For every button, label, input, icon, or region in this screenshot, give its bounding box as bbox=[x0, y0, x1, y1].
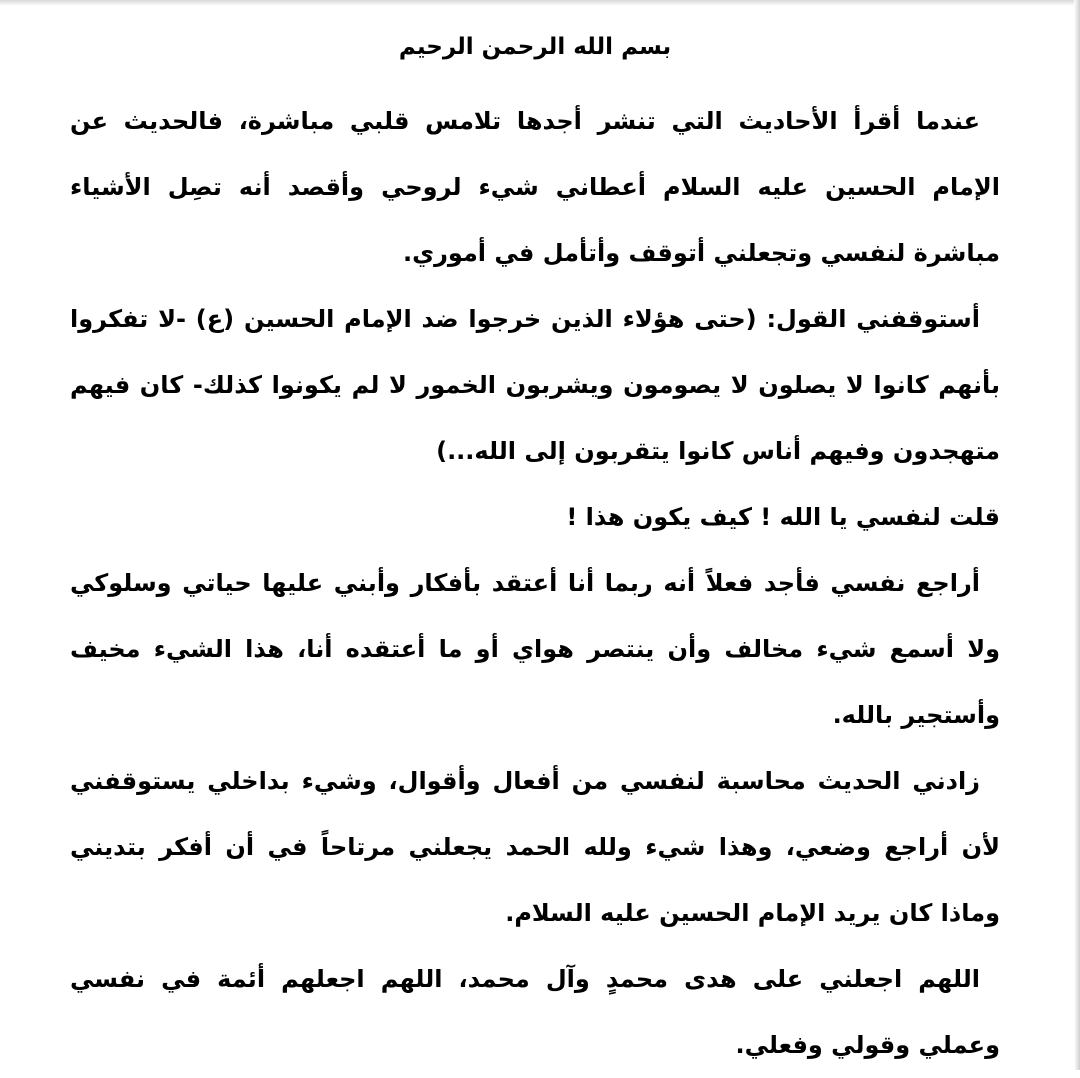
paragraph-6: اللهم اجعلني على هدى محمدٍ وآل محمد، اللهم اجعلهم أئمة في نفسي وعملي وقولي وفعلي. bbox=[70, 965, 1000, 1059]
document-body bbox=[70, 24, 1000, 1078]
document-heading: بسم الله الرحمن الرحيم bbox=[398, 34, 672, 60]
paragraph-5: زادني الحديث محاسبة لنفسي من أفعال وأقوال، وشيء بداخلي يستوقفني لأن أراجع وضعي، وهذا شيء ولله الحمد يجعلني مرتاحاً في أن أفكر بتديني وماذا كان يريد الإمام الحسين عليه السلام. bbox=[70, 767, 1000, 927]
paragraph-1: عندما أقرأ الأحاديث التي تنشر أجدها تلامس قلبي مباشرة، فالحديث عن الإمام الحسين عليه السلام أعطاني شيء لروحي وأقصد أنه تصِل الأشياء مباشرة لنفسي وتجعلني أتوقف وأتأمل في أموري. bbox=[70, 107, 1000, 267]
page-top-shadow bbox=[0, 0, 1080, 6]
paragraph-3: قلت لنفسي يا الله ! كيف يكون هذا ! bbox=[566, 503, 1000, 531]
paragraph-4: أراجع نفسي فأجد فعلاً أنه ربما أنا أعتقد بأفكار وأبني عليها حياتي وسلوكي ولا أسمع شيء مخالف وأن ينتصر هواي أو ما أعتقده أنا، هذا الشيء مخيف وأستجير بالله. bbox=[70, 569, 1000, 729]
paragraph-2: أستوقفني القول: (حتى هؤلاء الذين خرجوا ضد الإمام الحسين (ع) -لا تفكروا بأنهم كانوا لا يصلون لا يصومون ويشربون الخمور لا لم يكونوا كذلك- كان فيهم متهجدون وفيهم أناس كانوا يتقربون إلى الله...) bbox=[70, 305, 1000, 465]
page-side-shadow bbox=[1074, 0, 1080, 1070]
